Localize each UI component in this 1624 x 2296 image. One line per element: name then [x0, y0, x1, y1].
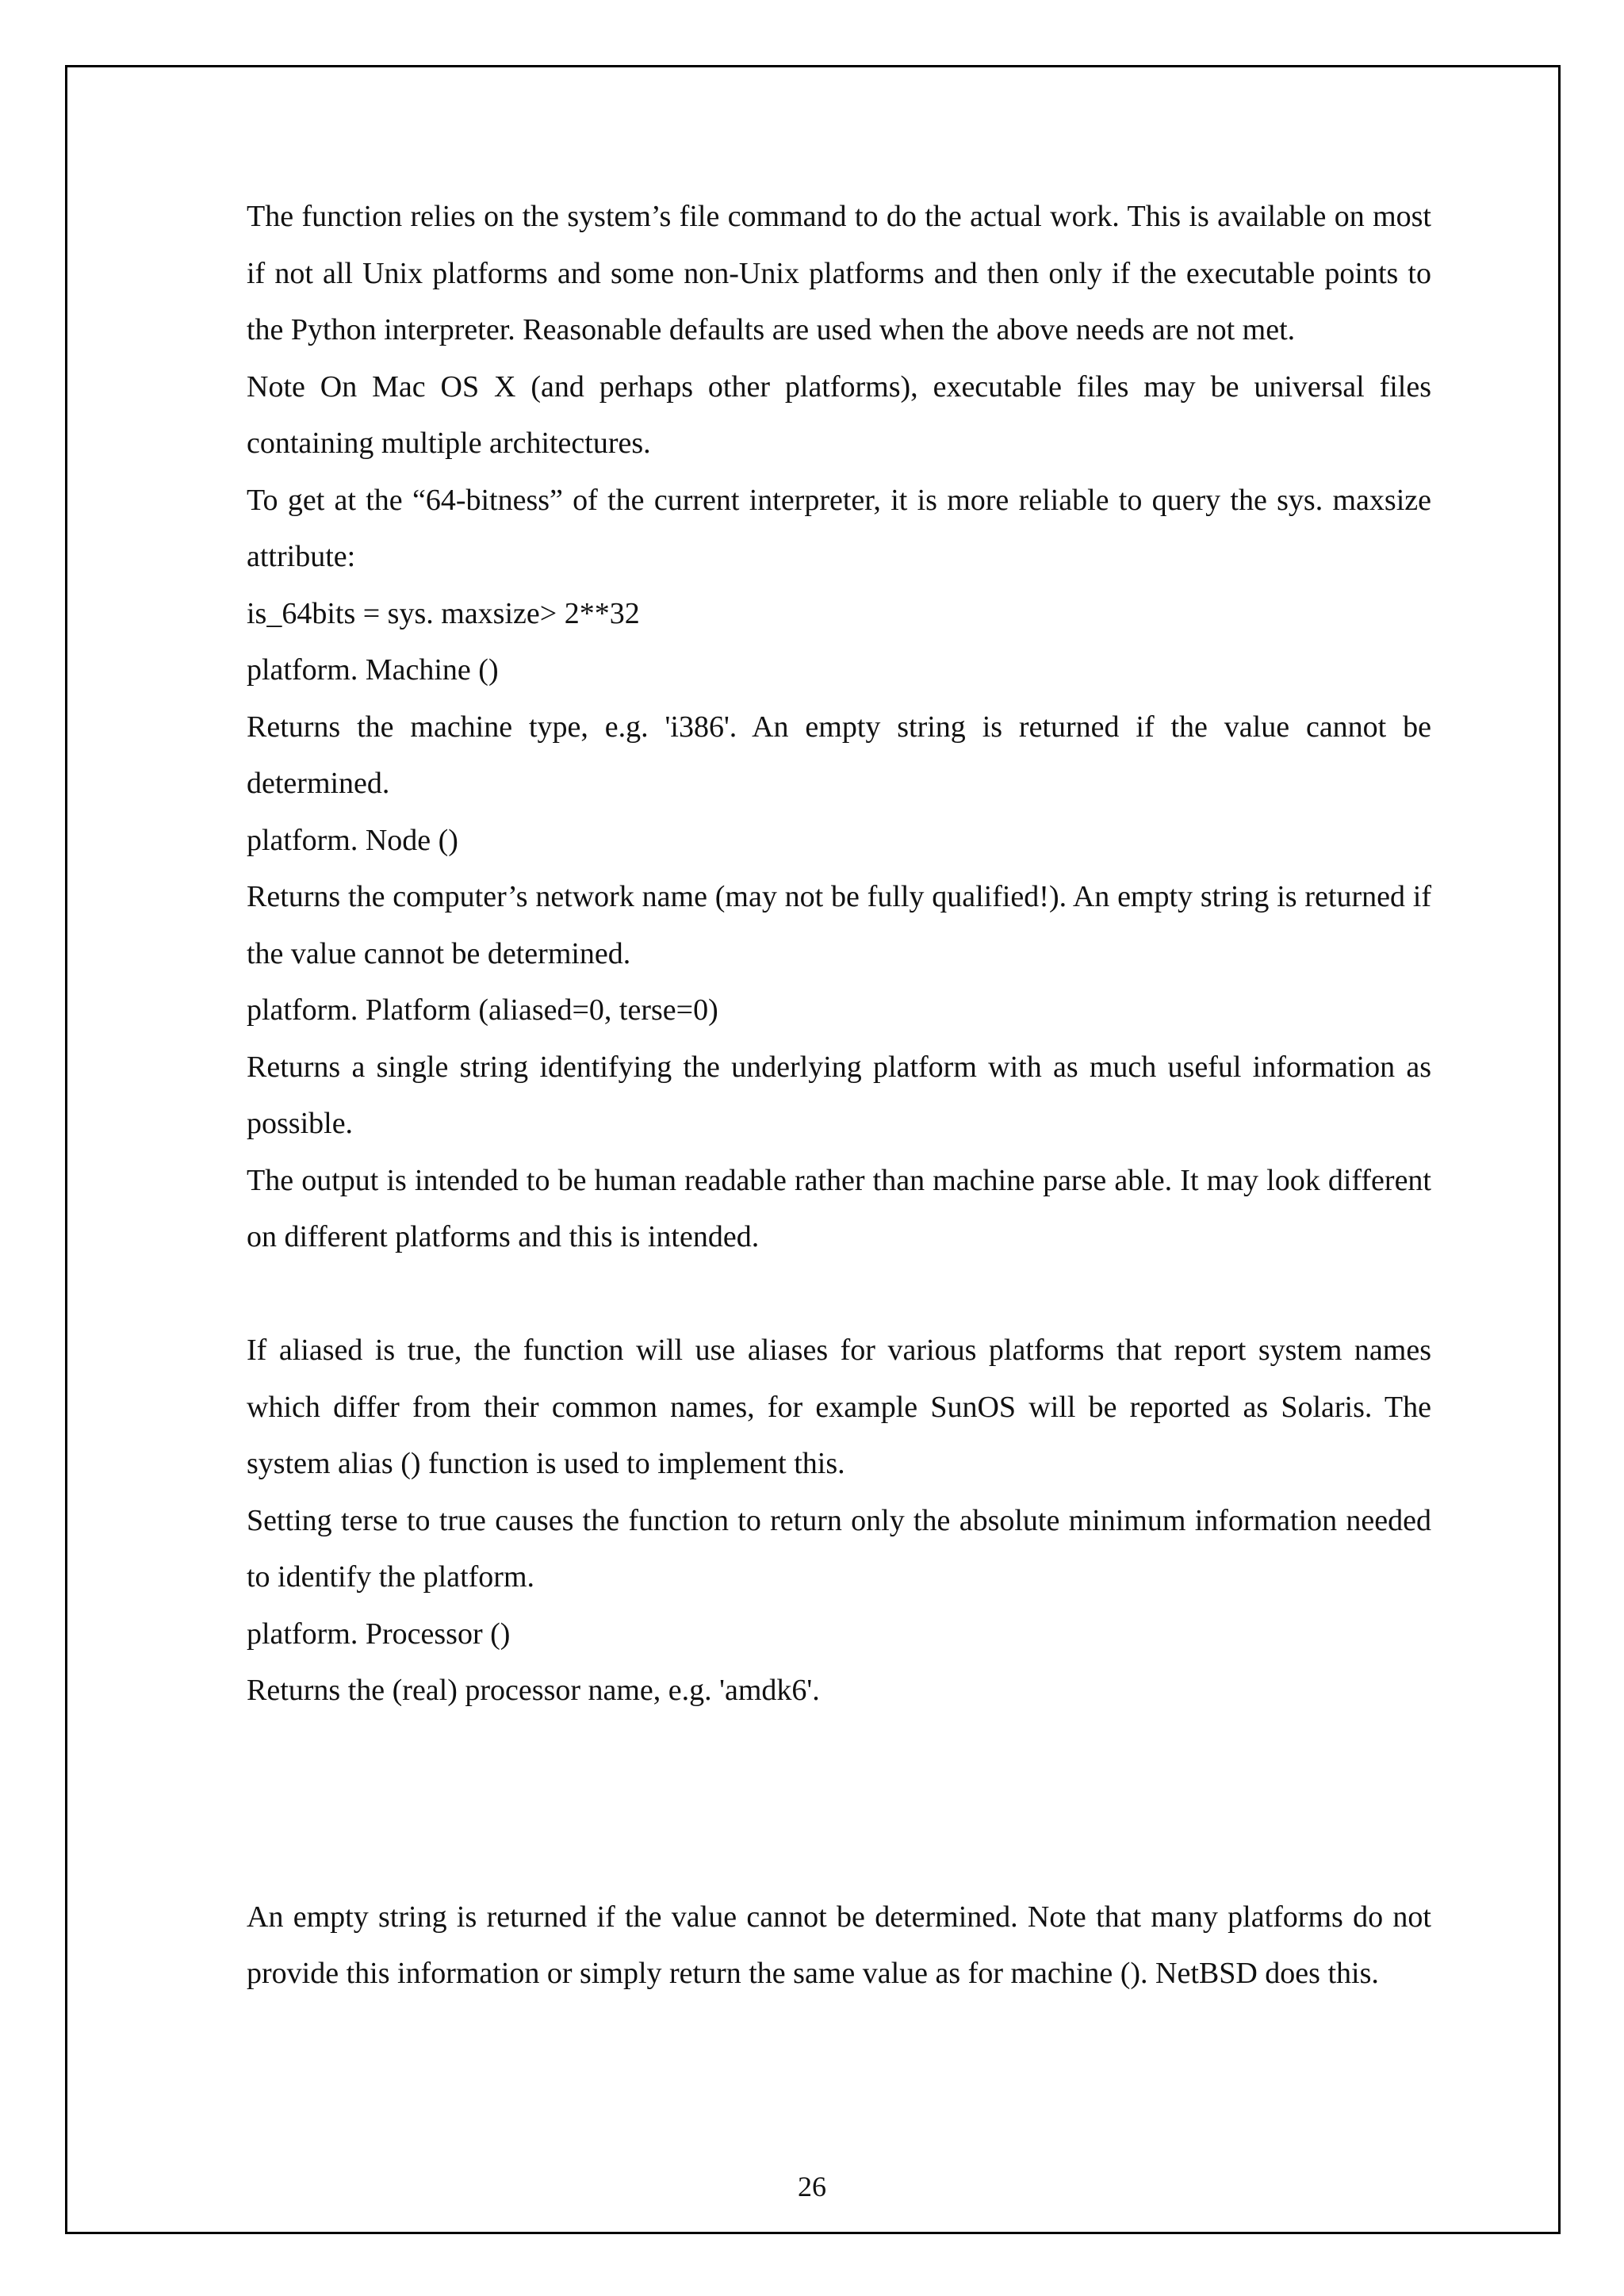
blank-line: [247, 1266, 1431, 1323]
page-number: 26: [798, 2171, 826, 2202]
paragraph-output-desc: The output is intended to be human readable rather than machine parse able. It may look different on different platforms and this is intended.: [247, 1163, 1431, 1253]
paragraph-aliased: If aliased is true, the function will use aliases for various platforms that report system names which differ from their common names, for example SunOS will be reported as Solaris. The system alias () function is used to implement this.: [247, 1334, 1431, 1480]
code-line-is64bits: is_64bits = sys. maxsize> 2**32: [247, 596, 640, 630]
heading-platform-node: platform. Node (): [247, 823, 458, 857]
blank-space: [247, 1720, 1431, 1889]
paragraph-empty-string: An empty string is returned if the value cannot be determined. Note that many platforms do not provide this information or simply return the same value as for machine (). NetBSD does this.: [247, 1900, 1431, 1990]
paragraph-node-desc: Returns the computer’s network name (may not be fully qualified!). An empty string is returned if the value cannot be determined.: [247, 880, 1431, 970]
paragraph-mac-note: Note On Mac OS X (and perhaps other platforms), executable files may be universal files containing multiple architectures.: [247, 369, 1431, 460]
paragraph-platform-desc: Returns a single string identifying the underlying platform with as much useful information as possible.: [247, 1050, 1431, 1140]
paragraph-64bitness: To get at the “64-bitness” of the current interpreter, it is more reliable to query the sys. maxsize attribute:: [247, 483, 1431, 573]
paragraph-processor-desc: Returns the (real) processor name, e.g. 'amdk6'.: [247, 1674, 820, 1707]
heading-platform-platform: platform. Platform (aliased=0, terse=0): [247, 993, 718, 1027]
paragraph-file-command: The function relies on the system’s file command to do the actual work. This is available on most if not all Unix platforms and some non-Unix platforms and then only if the executable points to the Python interpreter. Reasonable defaults are used when the above needs are not met.: [247, 200, 1431, 346]
paragraph-terse: Setting terse to true causes the function to return only the absolute minimum information needed to identify the platform.: [247, 1503, 1431, 1594]
heading-platform-machine: platform. Machine (): [247, 653, 499, 687]
paragraph-machine-desc: Returns the machine type, e.g. 'i386'. An empty string is returned if the value cannot be determined.: [247, 710, 1431, 800]
page-body: [247, 189, 1431, 2003]
heading-platform-processor: platform. Processor (): [247, 1617, 511, 1651]
